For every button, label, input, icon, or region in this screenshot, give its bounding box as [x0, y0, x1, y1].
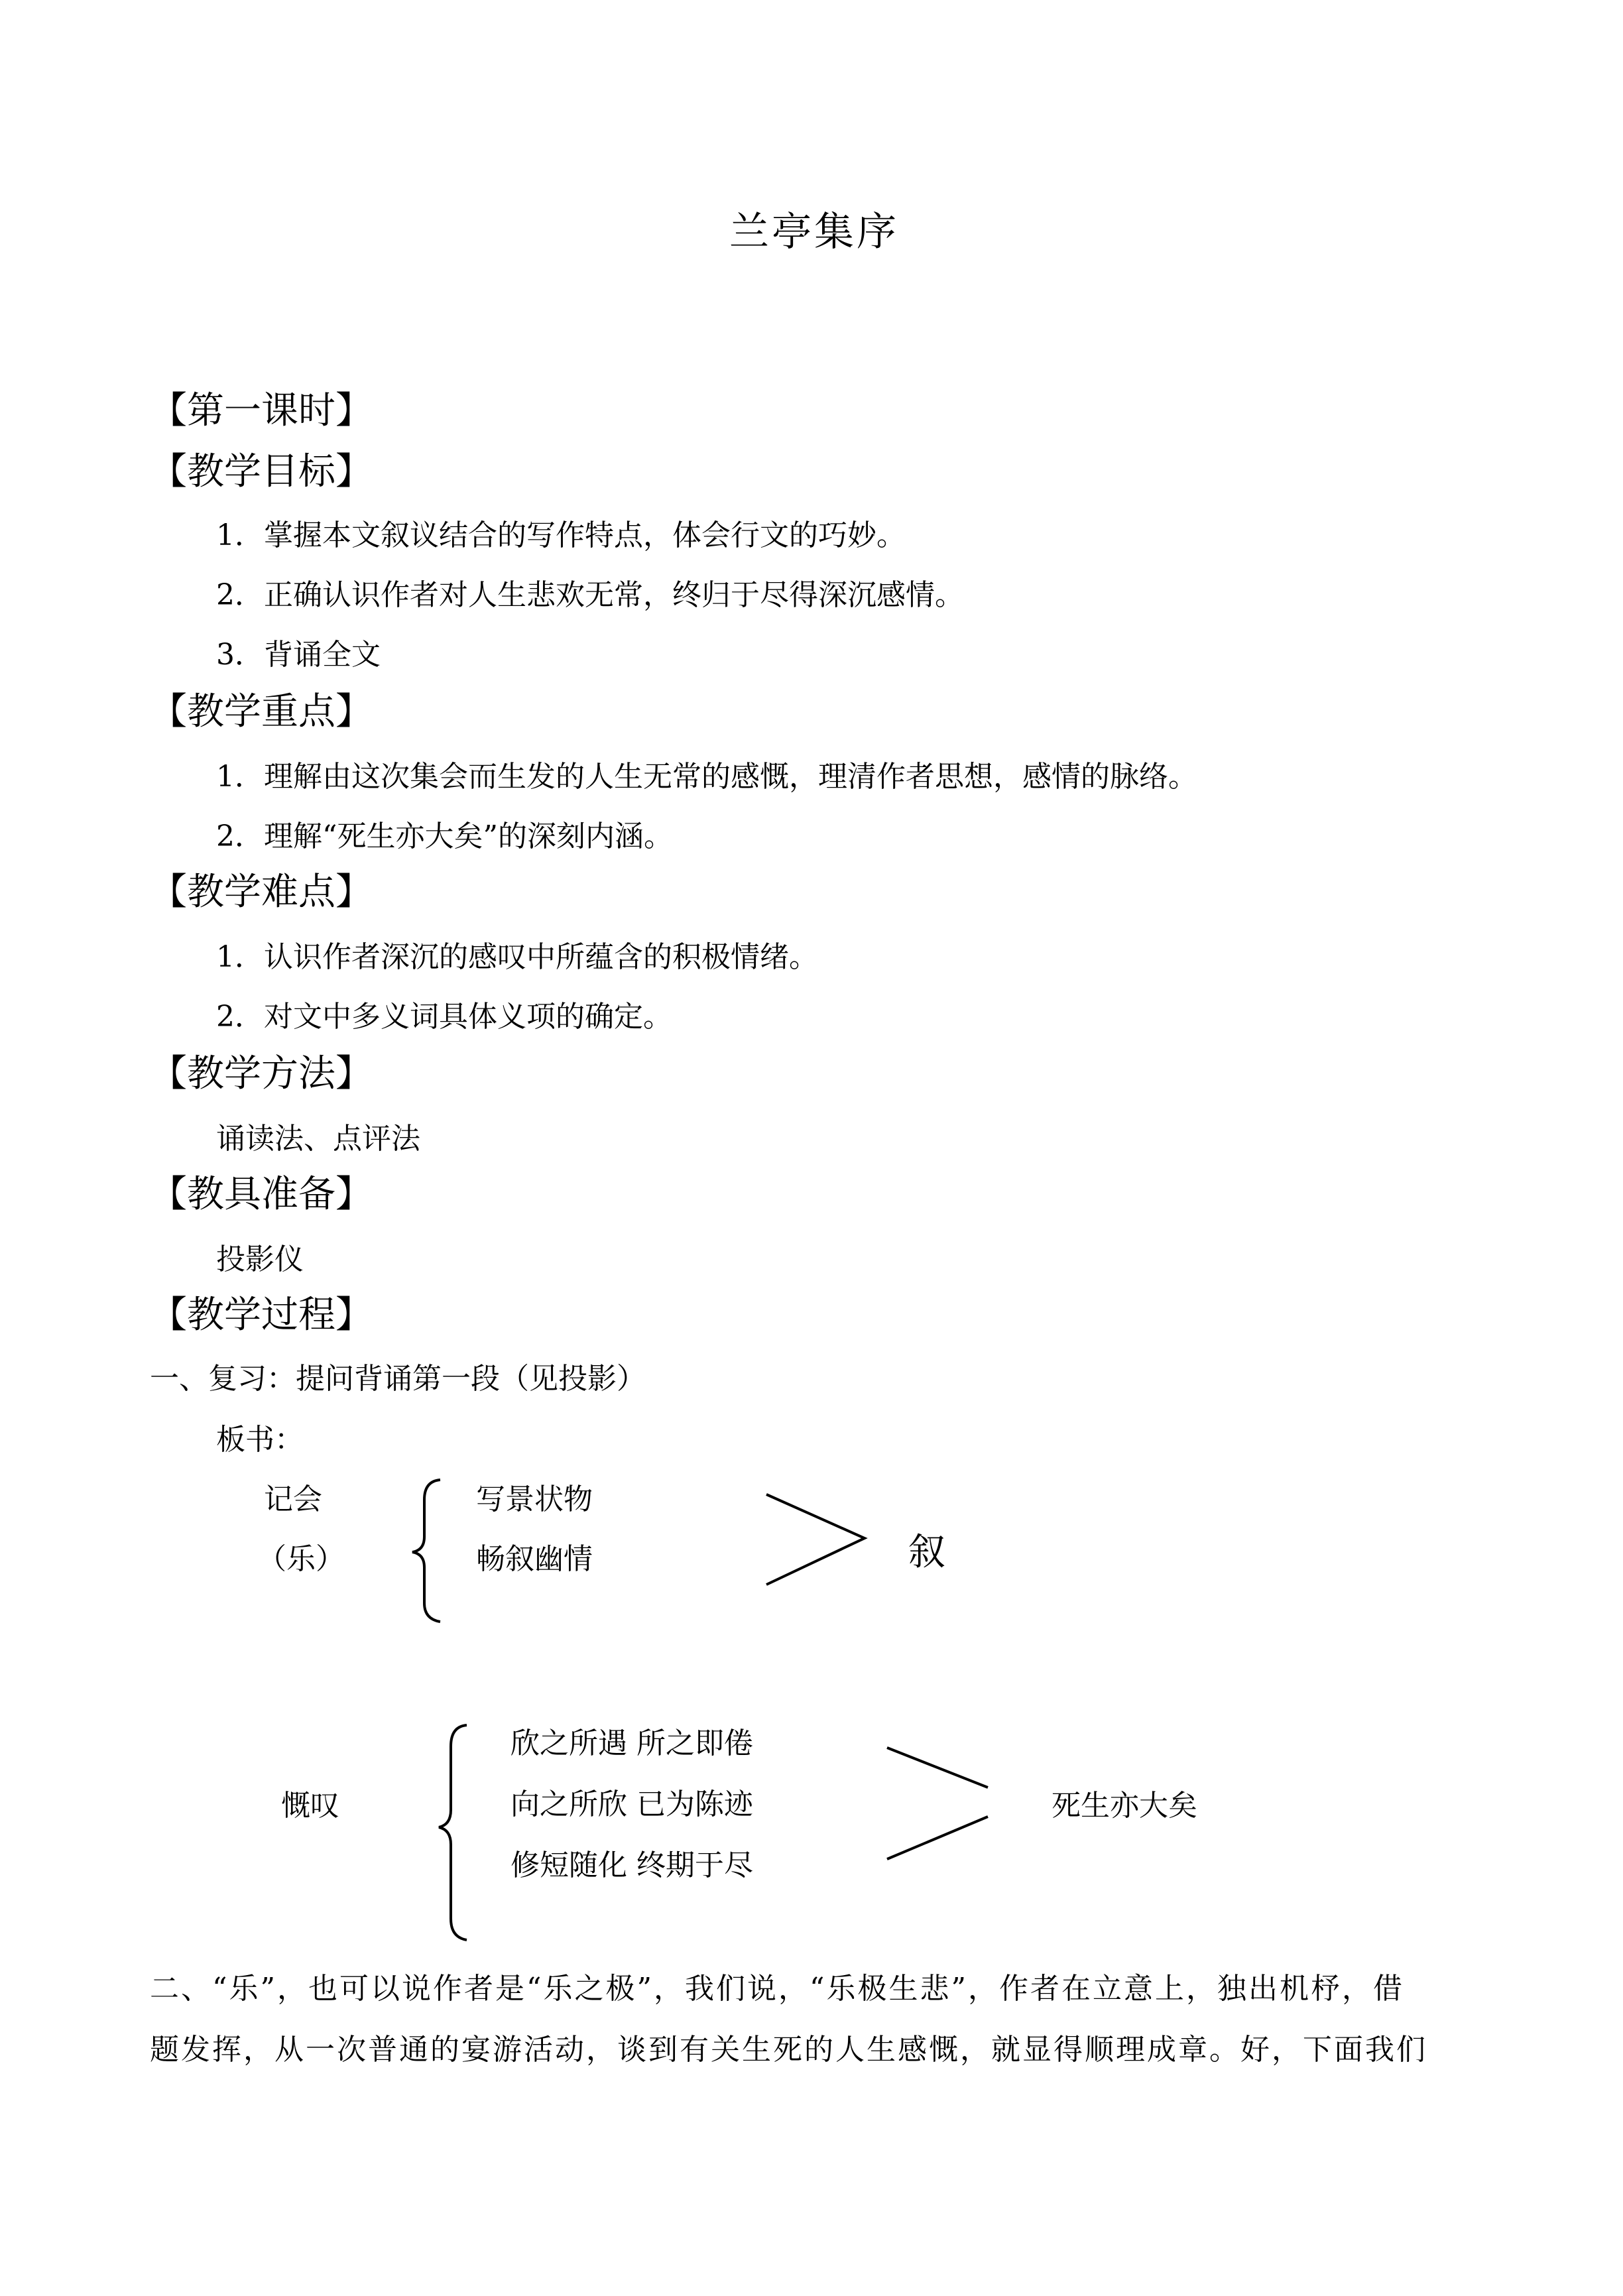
process-step-2-line-1: 二、“乐”，也可以说作者是“乐之极”，我们说，“乐极生悲”，作者在立意上，独出机杼，借 [150, 1972, 1404, 2006]
methods-text: 诵读法、点评法 [216, 1122, 420, 1156]
objective-item-1: 1．掌握本文叙议结合的写作特点，体会行文的巧妙。 [216, 518, 906, 552]
heading-key-points: 【教学重点】 [150, 690, 373, 733]
diagram1-left-brace [412, 1480, 440, 1622]
diagram2-result: 死生亦大矣 [1052, 1789, 1197, 1823]
diagram2-left-brace [439, 1725, 467, 1940]
diagram1-left-line1: 记会 [264, 1482, 322, 1516]
diagram2-item-3: 修短随化 终期于尽 [511, 1848, 753, 1882]
diagram1-item-2: 畅叙幽情 [476, 1542, 593, 1576]
diagram2-left: 慨叹 [281, 1789, 339, 1823]
diagram1-merge-lines [766, 1494, 865, 1585]
objective-item-3: 3．背诵全文 [216, 638, 381, 672]
process-step-2-line-2: 题发挥，从一次普通的宴游活动，谈到有关生死的人生感慨，就显得顺理成章。好，下面我们 [150, 2033, 1427, 2067]
page-title: 兰亭集序 [729, 209, 899, 255]
objective-item-2: 2．正确认识作者对人生悲欢无常，终归于尽得深沉感情。 [216, 578, 964, 612]
heading-methods: 【教学方法】 [150, 1052, 373, 1095]
diagram1-result: 叙 [908, 1531, 945, 1574]
key-point-item-2: 2．理解“死生亦大矣”的深刻内涵。 [216, 819, 673, 853]
difficulty-item-1: 1．认识作者深沉的感叹中所蕴含的积极情绪。 [216, 940, 818, 974]
board-label: 板书： [216, 1423, 304, 1457]
heading-process: 【教学过程】 [150, 1294, 373, 1337]
heading-difficulties: 【教学难点】 [150, 871, 373, 914]
key-point-item-1: 1．理解由这次集会而生发的人生无常的感慨，理清作者思想，感情的脉络。 [216, 760, 1197, 794]
heading-tools: 【教具准备】 [150, 1173, 373, 1216]
diagram2-merge-lines [887, 1748, 988, 1859]
diagram2-item-2: 向之所欣 已为陈迹 [511, 1787, 753, 1821]
tools-text: 投影仪 [216, 1242, 304, 1276]
heading-objectives: 【教学目标】 [150, 450, 373, 493]
difficulty-item-2: 2．对文中多义词具体义项的确定。 [216, 1000, 672, 1034]
diagram2-item-1: 欣之所遇 所之即倦 [511, 1726, 753, 1760]
diagram1-left-line2: （乐） [257, 1542, 345, 1576]
heading-lesson: 【第一课时】 [150, 389, 373, 432]
process-step-1: 一、复习：提问背诵第一段（见投影） [150, 1362, 646, 1396]
diagram1-item-1: 写景状物 [476, 1482, 593, 1516]
